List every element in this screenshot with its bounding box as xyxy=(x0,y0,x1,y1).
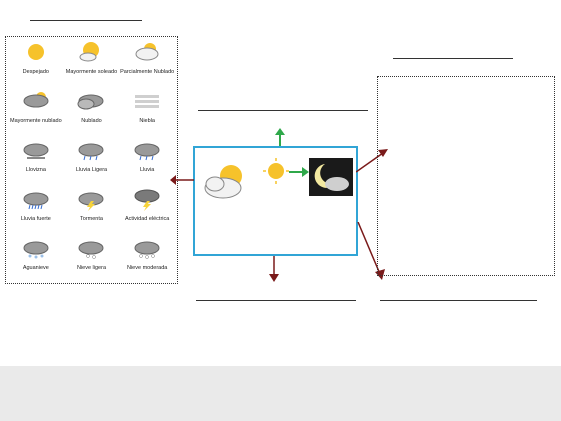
day-item-label: Lluvia xyxy=(139,167,155,173)
day-item-label: Lluvia fuerte xyxy=(20,216,51,222)
example-box xyxy=(193,146,358,256)
light-snow-icon xyxy=(76,236,106,265)
snow-icon xyxy=(132,236,162,265)
day-item xyxy=(119,40,175,88)
rain-table xyxy=(196,287,356,301)
wind-col-danger xyxy=(485,287,537,300)
day-item xyxy=(8,40,64,88)
day-item xyxy=(119,89,175,137)
up-arrow-icon xyxy=(273,128,287,148)
day-item xyxy=(64,89,120,137)
tendency-caption xyxy=(198,110,368,113)
day-item xyxy=(8,89,64,137)
day-item-label: Aguanieve xyxy=(22,265,49,271)
rain-icon xyxy=(132,138,162,167)
mostly-cloudy-icon xyxy=(21,89,51,118)
light-rain-icon xyxy=(76,138,106,167)
day-item xyxy=(119,187,175,235)
partly-cloudy-night-icon xyxy=(309,158,353,196)
day-item-label: Parcialmente Nublado xyxy=(120,69,175,75)
sun-icon xyxy=(21,40,51,69)
day-item-label: Mayormente nublado xyxy=(9,118,62,124)
day-grid xyxy=(6,37,177,287)
wind-col-sustained xyxy=(380,287,432,300)
storm-icon xyxy=(76,187,106,216)
rain-col-amount xyxy=(196,287,276,300)
mostly-sunny-icon xyxy=(76,40,106,69)
day-item xyxy=(64,138,120,186)
sleet-icon xyxy=(21,236,51,265)
day-item-label: Tormenta xyxy=(80,216,103,222)
partly-cloudy-icon xyxy=(201,162,249,202)
down-arrow-icon xyxy=(268,256,280,282)
wind-speed-table xyxy=(380,287,537,301)
heavy-rain-icon xyxy=(21,187,51,216)
night-grid xyxy=(378,77,554,81)
day-item xyxy=(8,138,64,186)
partly-cloudy-icon xyxy=(132,40,162,69)
lightning-icon xyxy=(132,187,162,216)
left-arrow-icon xyxy=(170,174,194,186)
wind-col-gusts xyxy=(432,287,484,300)
day-item-label: Lluvia Ligera xyxy=(75,167,108,173)
drizzle-icon xyxy=(21,138,51,167)
day-header xyxy=(30,18,142,21)
day-item xyxy=(64,40,120,88)
day-item xyxy=(119,236,175,284)
day-item-label: Despejado xyxy=(22,69,49,75)
day-panel xyxy=(5,36,178,284)
day-item-label: Niebla xyxy=(139,118,155,124)
sun-icon xyxy=(263,158,289,184)
day-item xyxy=(64,236,120,284)
night-panel xyxy=(377,76,555,276)
right-arrow-icon xyxy=(289,166,309,178)
fog-icon xyxy=(132,89,162,118)
day-item xyxy=(119,138,175,186)
cloudy-icon xyxy=(76,89,106,118)
rain-col-danger xyxy=(276,287,356,300)
day-item-label: Mayormente soleado xyxy=(65,69,118,75)
tendency-row xyxy=(192,56,376,106)
night-header xyxy=(393,56,513,59)
footer xyxy=(0,366,561,421)
day-item-label: Actividad eléctrica xyxy=(125,216,170,222)
day-item-label: Nieve moderada xyxy=(126,265,168,271)
day-item xyxy=(8,236,64,284)
day-item-label: Nublado xyxy=(81,118,102,124)
day-item xyxy=(8,187,64,235)
day-item xyxy=(64,187,120,235)
day-item-label: Llovizna xyxy=(25,167,46,173)
day-item-label: Nieve ligera xyxy=(76,265,107,271)
